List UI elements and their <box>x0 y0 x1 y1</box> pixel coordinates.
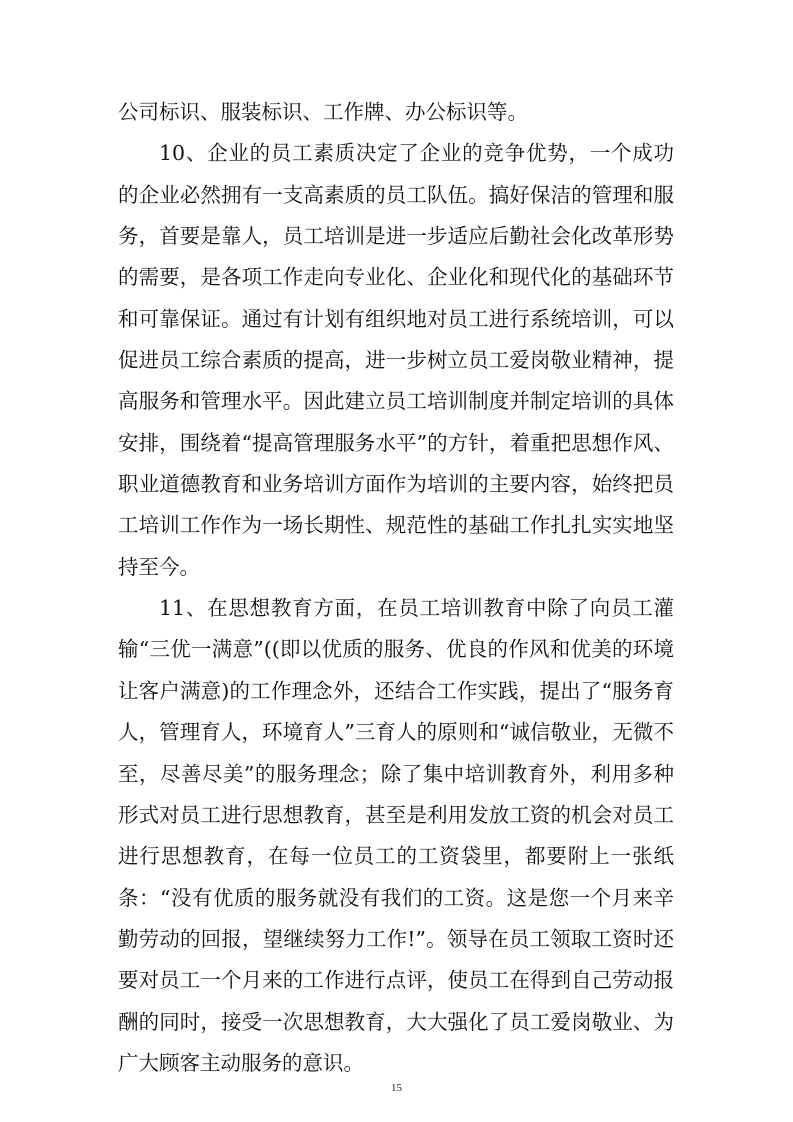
paragraph-10: 10、企业的员工素质决定了企业的竞争优势，一个成功的企业必然拥有一支高素质的员工队伍。搞好保洁的管理和服务，首要是靠人，员工培训是进一步适应后勤社会化改革形势的需要，是各项工作走向专业化、企业化和现代化的基础环节和可靠保证。通过有计划有组织地对员工进行系统培训，可以促进员工综合素质的提高，进一步树立员工爱岗敬业精神，提高服务和管理水平。因此建立员工培训制度并制定培训的具体安排，围绕着“提高管理服务水平”的方针，着重把思想作风、职业道德教育和业务培训方面作为培训的主要内容，始终把员工培训工作作为一场长期性、规范性的基础工作扎扎实实地坚持至今。 <box>118 141 674 579</box>
continuation-paragraph: 公司标识、服装标识、工作牌、办公标识等。 <box>118 100 528 124</box>
paragraph-11: 11、在思想教育方面，在员工培训教育中除了向员工灌输“三优一满意”((即以优质的服务、优良的作风和优美的环境让客户满意)的工作理念外，还结合工作实践，提出了“服务育人，管理育人，环境育人”三育人的原则和“诚信敬业，无微不至，尽善尽美”的服务理念；除了集中培训教育外，利用多种形式对员工进行思想教育，甚至是利用发放工资的机会对员工进行思想教育，在每一位员工的工资袋里，都要附上一张纸条：“没有优质的服务就没有我们的工资。这是您一个月来辛勤劳动的回报，望继续努力工作!”。领导在员工领取工资时还要对员工一个月来的工作进行点评，使员工在得到自己劳动报酬的同时，接受一次思想教育，大大强化了员工爱岗敬业、为广大顾客主动服务的意识。 <box>118 596 674 1075</box>
body-text <box>118 92 674 1084</box>
page-number: 15 <box>391 1082 402 1094</box>
